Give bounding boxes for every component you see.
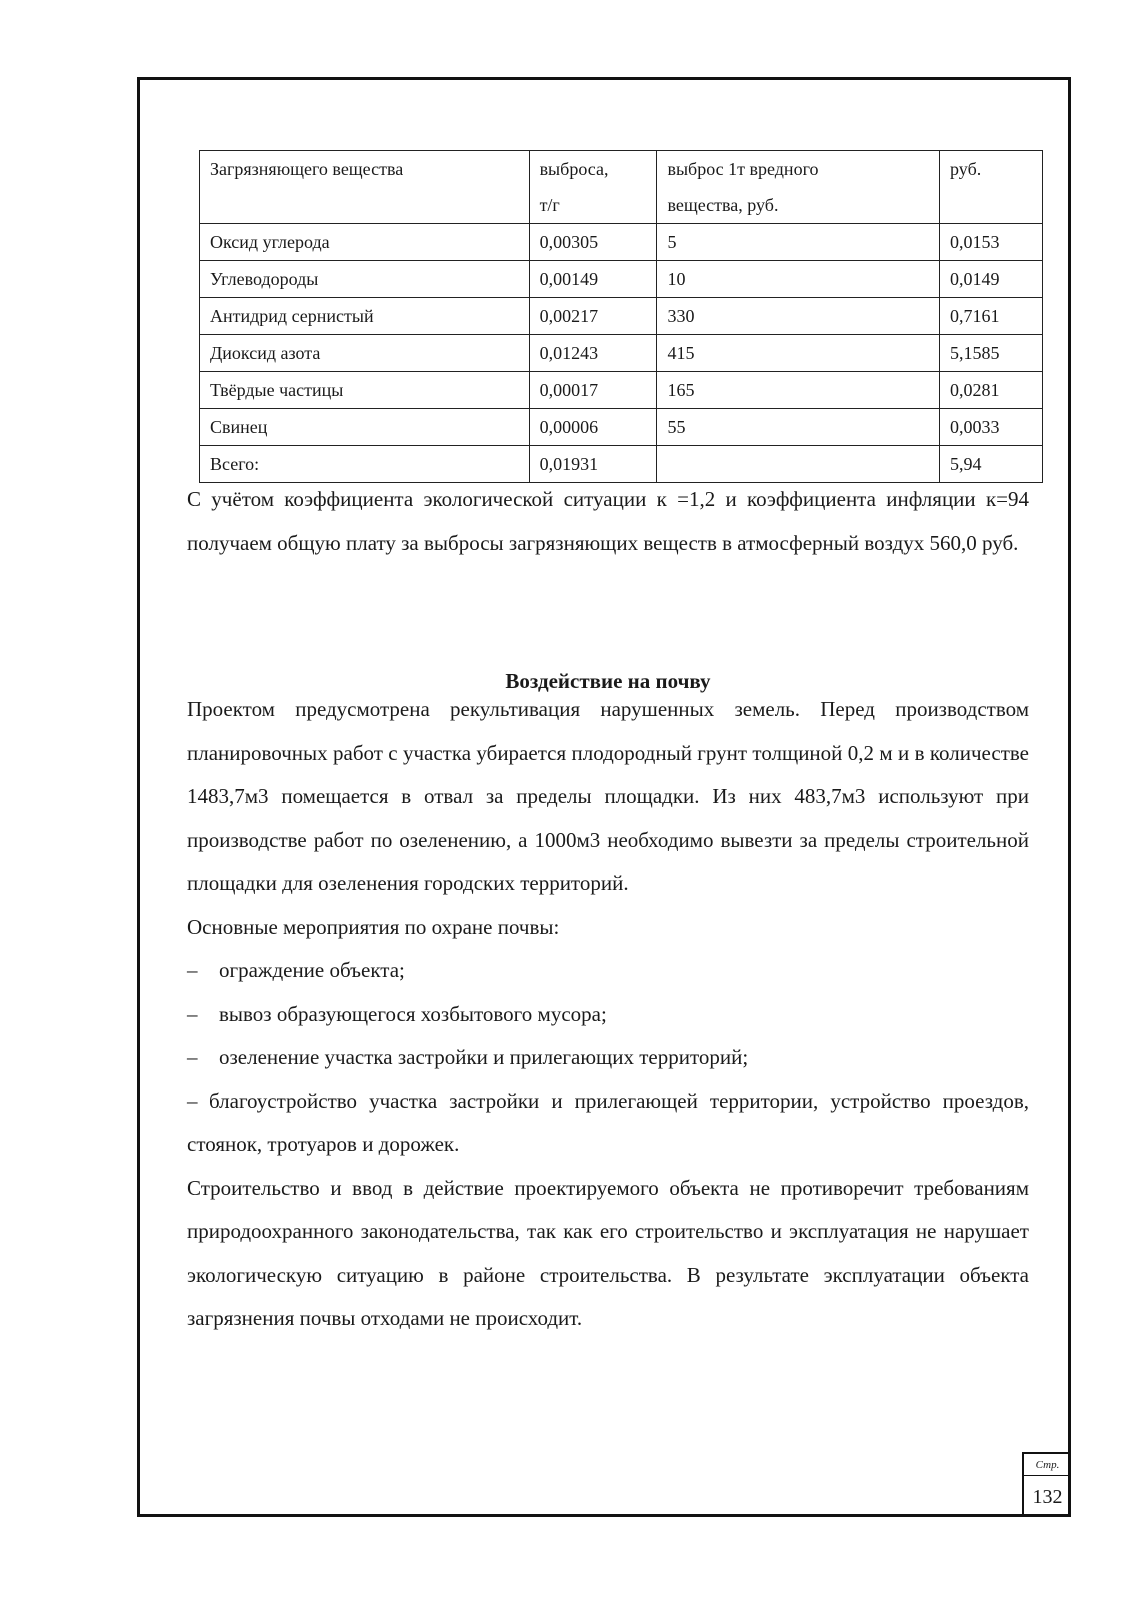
table-cell: 0,00217 (529, 298, 657, 335)
table-cell: 165 (657, 372, 940, 409)
table-cell: 5,94 (940, 446, 1043, 483)
list-item: – ограждение объекта; (187, 949, 1029, 993)
table-cell (657, 446, 940, 483)
table-cell: 0,01931 (529, 446, 657, 483)
table-header-cell: выброс 1т вредного вещества, руб. (657, 151, 940, 224)
table-row (200, 335, 1043, 372)
table-cell: Диоксид азота (200, 335, 530, 372)
table-row (200, 298, 1043, 335)
list-dash: – (187, 1001, 198, 1026)
table-cell: 55 (657, 409, 940, 446)
table-header-cell: руб. (940, 151, 1043, 224)
table-cell: 0,00006 (529, 409, 657, 446)
section-title: Воздействие на почву (505, 669, 711, 693)
table-header-cell: Загрязняющего вещества (200, 151, 530, 224)
table-cell: 0,00305 (529, 224, 657, 261)
table-row (200, 261, 1043, 298)
emissions-table (199, 150, 1043, 483)
table-row (200, 409, 1043, 446)
soil-block (187, 688, 1029, 1341)
list-item: – благоустройство участка застройки и прилегающей территории, устройство проездов, стоянок, тротуаров и дорожек. (187, 1080, 1029, 1167)
table-cell: 0,00017 (529, 372, 657, 409)
table-cell: 415 (657, 335, 940, 372)
table-cell: Антидрид сернистый (200, 298, 530, 335)
table-cell: 0,00149 (529, 261, 657, 298)
soil-paragraph: Проектом предусмотрена рекультивация нарушенных земель. Перед производством планировочных работ с участка убирается плодородный грунт толщиной 0,2 м и в количестве 1483,7м3 помещается в отвал за пределы площадки. Из них 483,7м3 используют при производстве работ по озеленению, а 1000м3 необходимо вывезти за пределы строительной площадки для озеленения городских территорий. (187, 697, 1029, 895)
intro-paragraph: С учётом коэффициента экологической ситуации к =1,2 и коэффициента инфляции к=94 получаем общую плату за выбросы загрязняющих веществ в атмосферный воздух 560,0 руб. (187, 487, 1029, 555)
table-cell: 10 (657, 261, 940, 298)
stamp-label: Стр. (1024, 1454, 1071, 1476)
page-number: 132 (1032, 1486, 1063, 1508)
table-cell: Оксид углерода (200, 224, 530, 261)
table-cell: 0,7161 (940, 298, 1043, 335)
list-item: – вывоз образующегося хозбытового мусора; (187, 993, 1029, 1037)
list-item: – озеленение участка застройки и прилегающих территорий; (187, 1036, 1029, 1080)
table-header-cell: выброса, т/г (529, 151, 657, 224)
table-cell: 5,1585 (940, 335, 1043, 372)
list-dash: – (187, 958, 198, 982)
table-cell: 330 (657, 298, 940, 335)
table-row (200, 372, 1043, 409)
table-cell: 0,0033 (940, 409, 1043, 446)
table-cell: 0,0149 (940, 261, 1043, 298)
table-cell: Всего: (200, 446, 530, 483)
conclusion-paragraph: Строительство и ввод в действие проектируемого объекта не противоречит требованиям природоохранного законодательства, так как его строительство и эксплуатация не нарушает экологическую ситуацию в районе строительства. В результате эксплуатации объекта загрязнения почвы отходами не происходит. (187, 1175, 1029, 1330)
list-dash: – (187, 1088, 198, 1113)
list-dash: – (187, 1045, 198, 1069)
table-header-row (200, 151, 1043, 224)
table-cell: 0,0281 (940, 372, 1043, 409)
page-stamp (1022, 1452, 1071, 1517)
table-cell: 5 (657, 224, 940, 261)
table-cell: Свинец (200, 409, 530, 446)
table-row (200, 446, 1043, 483)
measures-intro: Основные мероприятия по охране почвы: (187, 914, 560, 939)
table-row (200, 224, 1043, 261)
intro-block (187, 478, 1029, 565)
table-cell: 0,0153 (940, 224, 1043, 261)
table-cell: 0,01243 (529, 335, 657, 372)
table-cell: Твёрдые частицы (200, 372, 530, 409)
table-cell: Углеводороды (200, 261, 530, 298)
